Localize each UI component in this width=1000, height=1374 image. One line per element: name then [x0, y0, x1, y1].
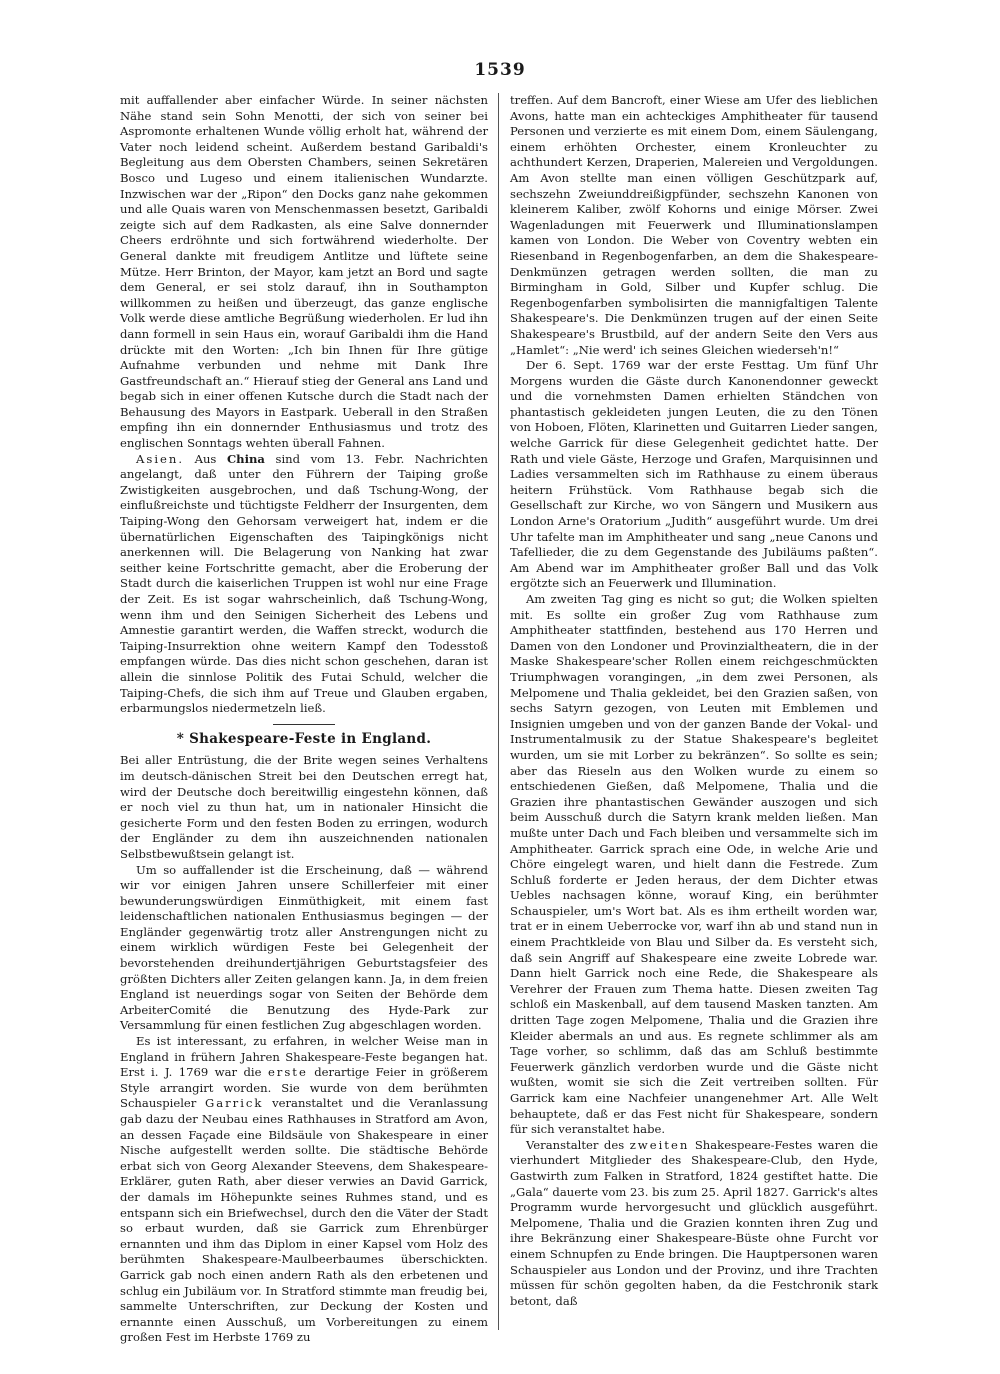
page-number: 1539	[474, 60, 526, 80]
history-paragraph: Es ist interessant, zu erfahren, in welcher Weise man in England in frühern Jahren Shakespeare-Feste begangen hat. Erst i. J. 1769 war die erste derartige Feier in größerem Style arrangirt worden. Sie wurde von dem berühmten Schauspieler Garrick veranstaltet und die Veranlassung gab dazu der Neubau eines Rathhauses in Stratford am Avon, an dessen Façade eine Bildsäule von Shakespeare in einer Nische aufgestellt werden sollte. Die städtische Behörde erbat sich von Georg Alexander Steevens, dem Shakespeare-Erklärer, guten Rath, aber dieser verwies an David Garrick, der damals im Höhepunkte seines Ruhmes stand, und es entspann sich ein Briefwechsel, durch den die Väter der Stadt so erbaut wurden, daß sie Garrick zum Ehrenbürger ernannten und ihm das Diplom in einer Kapsel vom Holz des berühmten Shakespeare-Maulbeerbaumes überschickten. Garrick gab noch einen andern Rath als den erbetenen und schlug ein Jubiläum vor. In Stratford stimmte man freudig bei, sammelte Unterschriften, zur Deckung der Kosten und ernannte einen Ausschuß, um Vorbereitungen zu einem großen Fest im Herbste 1769 zu	[120, 1034, 488, 1345]
garrick-emphasis: Garrick	[204, 1096, 264, 1111]
erste-emphasis: erste	[267, 1065, 308, 1080]
china-keyword: China	[226, 451, 265, 466]
section-title: * Shakespeare-Feste in England.	[176, 730, 432, 747]
left-column	[120, 93, 488, 1346]
column-divider	[498, 93, 499, 1330]
schillerfeier-paragraph: Um so auffallender ist die Erscheinung, daß — während wir vor einigen Jahren unsere Schillerfeier mit einer bewunderungswürdigen Einmüthigkeit, mit einem fast leidenschaftlichen nationalen Enthusiasmus begingen — der Engländer gegenwärtig trotz aller Anstrengungen nicht zu einem wirklich würdigen Feste bei Gelegenheit der bevorstehenden dreihundertjährigen Geburtstagsfeier des größten Dichters aller Zeiten gelangen kann. Ja, in dem freien England ist neuerdings sogar von Seiten der Behörde dem ArbeiterComité die Benutzung des Hyde-Park zur Versammlung für einen festlichen Zug abgeschlagen worden.	[120, 862, 488, 1033]
right-column	[510, 93, 878, 1309]
zweiten-emphasis: zweiten	[629, 1137, 690, 1152]
asia-paragraph: Asien. Aus China sind vom 13. Febr. Nachrichten angelangt, daß unter den Führern der Taiping große Zwistigkeiten ausgebrochen, und daß Tschung-Wong, der einflußreichste und tüchtigste Feldherr der Insurgenten, dem Taiping-Wong den Gehorsam verweigert hat, indem er die übernatürlichen Eigenschaften des Taipingkönigs nicht anerkennen will. Die Belagerung von Nanking hat zwar seither keine Fortschritte gemacht, aber die Eroberung der Stadt durch die kaiserlichen Truppen ist wohl nur eine Frage der Zeit. Es ist sogar wahrscheinlich, daß Tschung-Wong, wenn ihm und den Seinigen Sicherheit des Lebens und Amnestie garantirt werden, die Waffen streckt, wodurch die Taiping-Insurrektion ohne weitern Kampf den Todesstoß empfangen würde. Das dies nicht schon geschehen, daran ist allein die sinnlose Politik des Futai Schuld, welcher die Taiping-Chefs, die sich ihm auf Treue und Glauben ergaben, erbarmungslos niedermetzeln ließ.	[120, 451, 489, 716]
intro-paragraph: Bei aller Entrüstung, die der Brite wegen seines Verhaltens im deutsch-dänischen Streit bei den Deutschen erregt hat, wird der Deutsche doch bereitwillig eingestehn können, daß er noch viel zu thun hat, um in nationaler Hinsicht die gesicherte Form und den festen Boden zu erringen, wodurch der Engländer zu dem ihn auszeichnenden nationalen Selbstbewußtsein gelangt ist.	[120, 753, 488, 861]
garibaldi-paragraph: mit auffallender aber einfacher Würde. In seiner nächsten Nähe stand sein Sohn Menotti, der sich von seiner bei Aspromonte erhaltenen Wunde völlig erholt hat, während der Vater noch leidend scheint. Außerdem bestand Garibaldi's Begleitung aus dem Obersten Chambers, seinen Sekretären Bosco und Lugeso und einem italienischen Wundarzte. Inzwischen war der „Ripon“ den Docks ganz nahe gekommen und alle Quais waren von Menschenmassen besetzt, Garibaldi zeigte sich auf dem Radkasten, als eine Salve donnernder Cheers erdröhnte und sich fortwährend wiederholte. Der General dankte mit freudigem Antlitze und lüftete seine Mütze. Herr Brinton, der Mayor, kam jetzt an Bord und sagte dem General, er sei stolz darauf, ihn in Southampton willkommen zu heißen und überzeugt, das ganze englische Volk werde diese amtliche Begrüßung wiederholen. Er lud ihn dann formell in sein Haus ein, worauf Garibaldi ihm die Hand drückte mit den Worten: „Ich bin Ihnen für Ihre gütige Aufnahme verbunden und nehme mit Dank Ihre Gastfreundschaft an.“ Hierauf stieg der General ans Land und begab sich in einer offenen Kutsche durch die Stadt nach der Behausung des Mayors in Eastpark. Ueberall in den Straßen empfing ihn ein donnernder Enthusiasmus und trotz des englischen Sonntags wehten überall Fahnen.	[120, 93, 488, 451]
second-day-paragraph: Am zweiten Tag ging es nicht so gut; die Wolken spielten mit. Es sollte ein großer Zug vom Rathhause zum Amphitheater stattfinden, bestehend aus 170 Herren und Damen von den Londoner und Provinzialtheatern, die in der Maske Shakespeare'scher Rollen einem reichgeschmückten Triumphwagen vorangingen, „in dem zwei Personen, als Melpomene und Thalia gekleidet, bei den Grazien saßen, von sechs Satyrn gezogen, von Leuten mit Emblemen und Insignien umgeben und von der ganzen Bande der Vokal- und Instrumentalmusik zu der Statue Shakespeare's begleitet wurden, um sie mit Lorber zu bekränzen“. So sollte es sein; aber das Rieseln aus den Wolken wurde zu einem so entschiedenen Gießen, daß Melpomene, Thalia und die Grazien ihre phantastischen Gewänder auszogen und sich beim Ausschuß durch die Satyrn krank melden ließen. Man mußte unter Dach und Fach bleiben und versammelte sich im Amphitheater. Garrick sprach eine Ode, in welche Arie und Chöre eingelegt waren, und hielt dann die Festrede. Zum Schluß forderte er Jeden heraus, der dem Dichter etwas Uebles nachsagen könne, worauf King, ein berühmter Schauspieler, um's Wort bat. Als es ihm ertheilt worden war, trat er in einem Ueberrocke vor, warf ihn ab und stand nun in einem Prachtkleide von Blau und Silber da. Es versteht sich, daß sein Angriff auf Shakespeare eine zweite Lobrede war. Dann hielt Garrick noch eine Rede, die Shakespeare als Verehrer der Frauen zum Thema hatte. Diesen zweiten Tag schloß ein Maskenball, auf dem tausend Masken tanzten. Am dritten Tage zogen Melpomene, Thalia und die Grazien ihre Kleider abermals an und aus. Es regnete schlimmer als am Tage vorher, so schlimm, daß das am Schluß bestimmte Feuerwerk gänzlich verdorben wurde und die Gäste nicht wußten, womit sie sich die Zeit vertreiben sollten. Für Garrick kam eine Nachfeier unangenehmer Art. Alle Welt behauptete, daß er das Fest nicht für Shakespeare, sondern für sich veranstaltet habe.	[510, 592, 878, 1137]
second-festival-paragraph: Veranstalter des zweiten Shakespeare-Festes waren die vierhundert Mitglieder des Shakespeare-Club, den Hyde, Gastwirth zum Falken in Stratford, 1824 gestiftet hatte. Die „Gala“ dauerte vom 23. bis zum 25. April 1827. Garrick's altes Programm wurde hervorgesucht und glücklich ausgeführt. Melpomene, Thalia und die Grazien konnten ihren Zug und ihre Bekränzung einer Shakespeare-Büste ohne Furcht vor einem Schnupfen zu Ende bringen. Die Hauptpersonen waren Schauspieler aus London und der Provinz, und ihre Trachten müssen für schön gegolten haben, da die Festchronik stark betont, daß	[510, 1137, 879, 1308]
first-day-paragraph: Der 6. Sept. 1769 war der erste Festtag. Um fünf Uhr Morgens wurden die Gäste durch Kanonendonner geweckt und die vornehmsten Damen erhielten Ständchen von phantastisch gekleideten jungen Leuten, die zu den Tönen von Hoboen, Flöten, Klarinetten und Guitarren Lieder sangen, welche Garrick für diese Gelegenheit gedichtet hatte. Der Rath und viele Gäste, Herzoge und Grafen, Marquisinnen und Ladies versammelten sich im Rathhause zu einem überaus heitern Frühstück. Vom Rathhause begab sich die Gesellschaft zur Kirche, wo von Sängern und Musikern aus London Arne's Oratorium „Judith“ ausgeführt wurde. Um drei Uhr tafelte man im Amphitheater und sang „neue Canons und Tafellieder, die zu dem Gegenstande des Jubiläums paßten“. Am Abend war im Amphitheater großer Ball und das Volk ergötzte sich an Feuerwerk und Illumination.	[510, 358, 878, 591]
asia-label: Asien.	[136, 451, 185, 466]
section-divider	[273, 724, 335, 725]
preparations-paragraph: treffen. Auf dem Bancroft, einer Wiese am Ufer des lieblichen Avons, hatte man ein achteckiges Amphitheater für tausend Personen und verzierte es mit einem Dom, einem Säulengang, einem erhöhten Orchester, einem Kronleuchter zu achthundert Kerzen, Draperien, Malereien und Vergoldungen. Am Avon stellte man einen völligen Geschützpark auf, sechszehn Zweiunddreißigpfünder, sechszehn Kanonen von kleinerem Kaliber, zwölf Kohorns und einige Mörser. Zwei Wagenladungen mit Feuerwerk und Illuminationslampen kamen von London. Die Weber von Coventry webten ein Riesenband in Regenbogenfarben, an dem die Shakespeare-Denkmünzen getragen werden sollten, die man zu Birmingham in Gold, Silber und Kupfer schlug. Die Regenbogenfarben symbolisirten die mannigfaltigen Talente Shakespeare's. Die Denkmünzen trugen auf der einen Seite Shakespeare's Brustbild, auf der andern Seite den Vers aus „Hamlet“: „Nie werd' ich seines Gleichen wiederseh'n!“	[510, 93, 878, 357]
